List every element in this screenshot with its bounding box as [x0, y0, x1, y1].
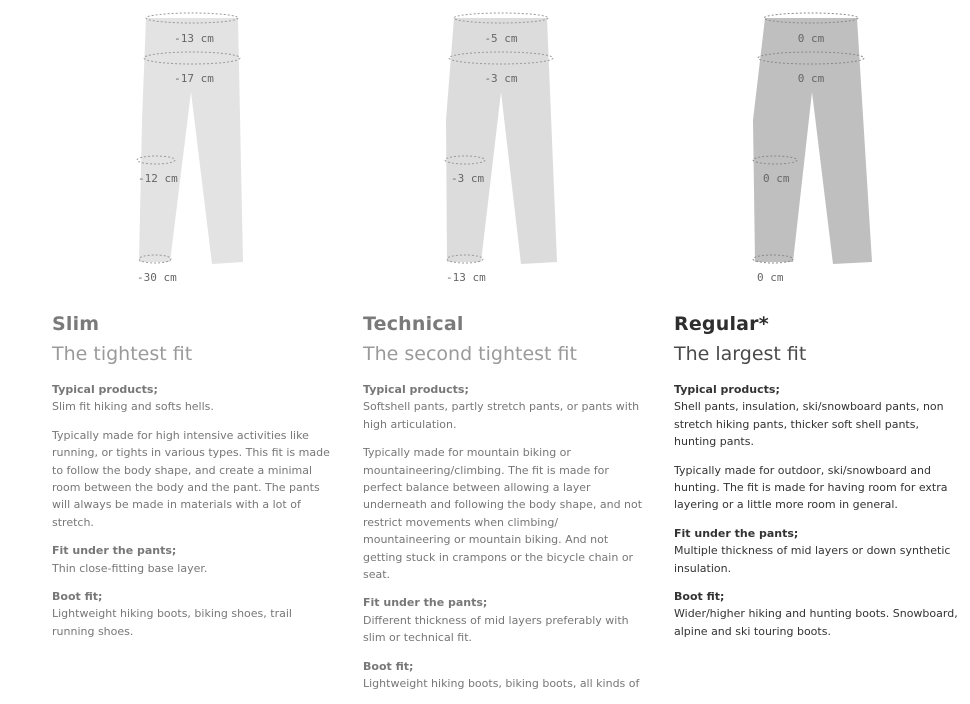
typical-products-text: Slim fit hiking and softs hells.: [52, 400, 214, 414]
pant-illustration-regular: [749, 0, 970, 300]
fit-subtitle: The tightest fit: [52, 343, 193, 365]
ankle-measure: -30 cm: [137, 271, 177, 284]
hip-measure: -3 cm: [484, 72, 518, 85]
fit-column-regular: [674, 0, 959, 696]
typical-products-label: Typical products;: [674, 383, 780, 396]
fit-subtitle: The largest fit: [674, 343, 807, 365]
boot-fit-label: Boot fit;: [363, 659, 414, 673]
fit-description: [674, 462, 964, 514]
fit-info: [363, 381, 648, 704]
hip-measure: -17 cm: [174, 72, 214, 85]
fit-title: Regular*: [674, 313, 769, 335]
boot-fit-block: [363, 658, 648, 693]
fit-under-label: Fit under the pants;: [52, 544, 177, 558]
fit-under-block: [52, 542, 337, 577]
fit-under-block: [674, 525, 964, 577]
fit-title: Technical: [363, 313, 464, 335]
fit-description-text: Typically made for outdoor, ski/snowboard and hunting. The fit is made for having room for extra layering or a little more room in general.: [674, 463, 948, 512]
ankle-measure: -13 cm: [446, 271, 486, 284]
typical-products-text: Shell pants, insulation, ski/snowboard pants, non stretch hiking pants, thicker soft shell pants, hunting pants.: [674, 400, 944, 449]
typical-products-text: Softshell pants, partly stretch pants, or pants with high articulation.: [363, 400, 640, 431]
waist-measure: -13 cm: [174, 32, 214, 45]
boot-fit-label: Boot fit;: [674, 590, 725, 604]
boot-fit-block: [52, 588, 337, 640]
fit-under-text: Thin close-fitting base layer.: [52, 561, 208, 575]
pant-illustration-slim: [132, 0, 392, 300]
typical-products-block: [674, 381, 964, 451]
fit-info: [52, 381, 337, 651]
typical-products-label: Typical products;: [52, 383, 158, 396]
fit-info: [674, 381, 964, 651]
hip-measure: 0 cm: [797, 72, 825, 85]
fit-under-text: Multiple thickness of mid layers or down synthetic insulation.: [674, 544, 951, 575]
typical-products-label: Typical products;: [363, 383, 469, 396]
boot-fit-block: [674, 588, 964, 640]
boot-fit-label: Boot fit;: [52, 590, 103, 604]
knee-measure: 0 cm: [763, 172, 790, 185]
boot-fit-text: Wider/higher hiking and hunting boots. Snowboard, alpine and ski touring boots.: [674, 607, 958, 638]
knee-measure: -12 cm: [138, 172, 178, 185]
boot-fit-text: Lightweight hiking boots, biking boots, all kinds of: [363, 677, 640, 691]
typical-products-block: [52, 381, 337, 416]
fit-description-text: Typically made for mountain biking or mountaineering/climbing. The fit is made for perfect balance between allowing a layer underneath and following the body shape, and not restrict movements when climbing/ mountaineering or mountain biking. And not getting stuck in crampons or the bicycle chain or seat.: [363, 446, 643, 582]
fit-description: [363, 444, 648, 583]
waist-measure: -5 cm: [484, 32, 518, 45]
ankle-measure: 0 cm: [757, 271, 784, 284]
fit-column-technical: [363, 0, 648, 696]
pant-illustration-technical: [439, 0, 699, 300]
fit-under-label: Fit under the pants;: [363, 596, 488, 610]
waist-measure: 0 cm: [797, 32, 825, 45]
pant-shape: [446, 18, 557, 264]
pant-shape: [139, 18, 243, 264]
fit-under-block: [363, 594, 648, 646]
fit-column-slim: [52, 0, 337, 696]
fit-under-label: Fit under the pants;: [674, 526, 799, 540]
fit-description: [52, 427, 337, 531]
fit-under-text: Different thickness of mid layers preferably with slim or technical fit.: [363, 613, 629, 645]
boot-fit-text: Lightweight hiking boots, biking shoes, trail running shoes.: [52, 607, 292, 638]
fit-description-text: Typically made for high intensive activities like running, or tights in various types. This fit is made to follow the body shape, and create a minimal room between the body and the pant. The pants will always be made in materials with a lot of stretch.: [52, 428, 330, 529]
fit-subtitle: The second tightest fit: [363, 343, 577, 365]
fit-title: Slim: [52, 313, 100, 335]
knee-measure: -3 cm: [451, 172, 485, 185]
typical-products-block: [363, 381, 648, 433]
